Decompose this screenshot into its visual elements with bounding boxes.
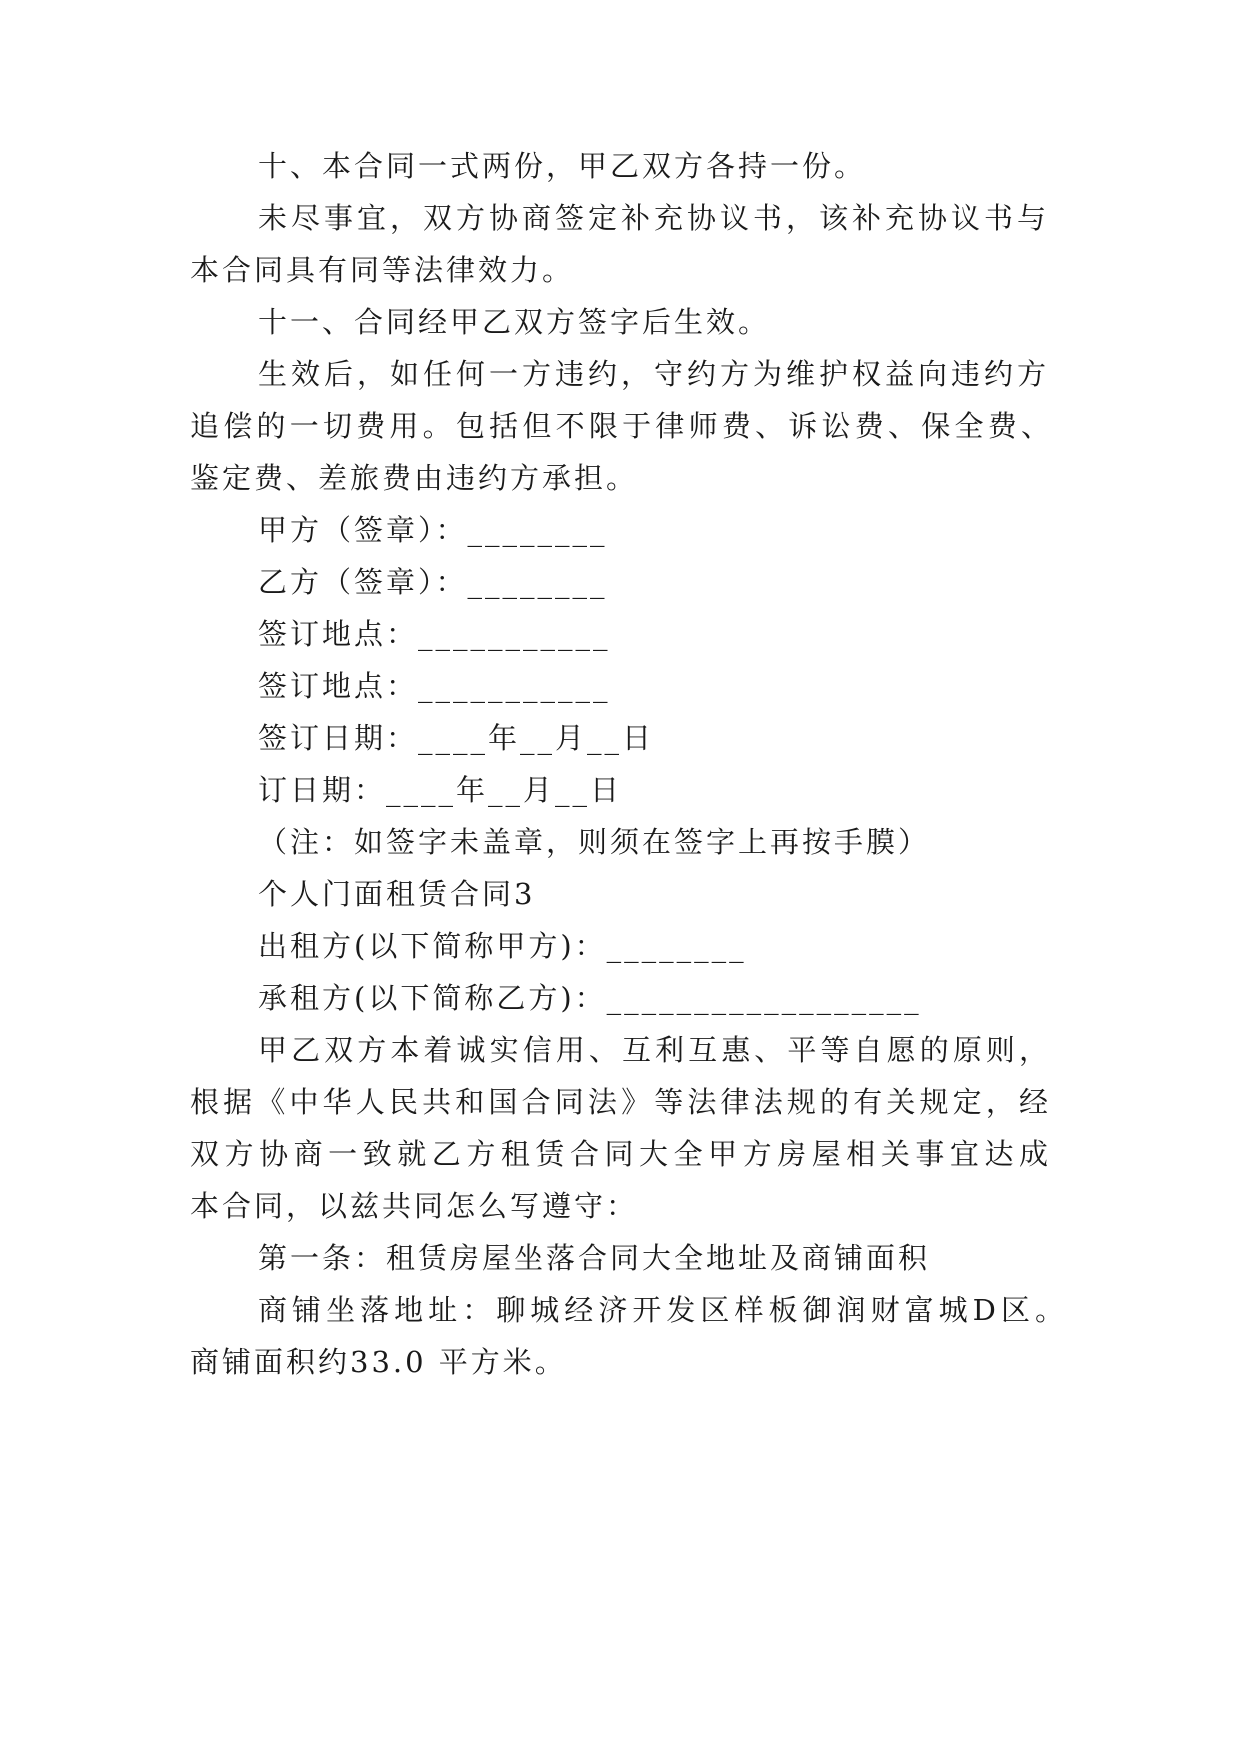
paragraph-line: 本合同，以兹共同怎么写遵守： bbox=[190, 1189, 639, 1223]
section-title: 个人门面租赁合同3 bbox=[258, 877, 536, 911]
signing-place-line: 签订地点：___________ bbox=[258, 617, 611, 651]
signature-line: 乙方（签章）：________ bbox=[258, 565, 608, 599]
signing-date-line: 订日期：____年__月__日 bbox=[258, 773, 623, 807]
paragraph-line: 商铺坐落地址：聊城经济开发区样板御润财富城D区。 bbox=[258, 1293, 1064, 1327]
party-line: 承租方(以下简称乙方)：__________________ bbox=[258, 981, 922, 1015]
paragraph-line: 商铺面积约33.0 平方米。 bbox=[190, 1345, 567, 1379]
paragraph-line: 十、本合同一式两份，甲乙双方各持一份。 bbox=[258, 149, 867, 183]
paragraph-line: 鉴定费、差旅费由违约方承担。 bbox=[190, 461, 639, 495]
note-line: （注：如签字未盖章，则须在签字上再按手膜） bbox=[258, 825, 931, 859]
signing-place-line: 签订地点：___________ bbox=[258, 669, 611, 703]
paragraph-line: 追偿的一切费用。包括但不限于律师费、诉讼费、保全费、 bbox=[190, 409, 1050, 443]
paragraph-line: 根据《中华人民共和国合同法》等法律法规的有关规定，经 bbox=[190, 1085, 1048, 1119]
paragraph-line: 本合同具有同等法律效力。 bbox=[190, 253, 575, 287]
paragraph-line: 双方协商一致就乙方租赁合同大全甲方房屋相关事宜达成 bbox=[190, 1137, 1048, 1171]
signature-line: 甲方（签章）：________ bbox=[258, 513, 608, 547]
paragraph-line: 甲乙双方本着诚实信用、互利互惠、平等自愿的原则， bbox=[258, 1033, 1048, 1067]
article-heading: 第一条：租赁房屋坐落合同大全地址及商铺面积 bbox=[258, 1241, 931, 1275]
signing-date-line: 签订日期：____年__月__日 bbox=[258, 721, 655, 755]
party-line: 出租方(以下简称甲方)：________ bbox=[258, 929, 747, 963]
paragraph-line: 未尽事宜，双方协商签定补充协议书，该补充协议书与 bbox=[258, 201, 1046, 235]
paragraph-line: 生效后，如任何一方违约，守约方为维护权益向违约方 bbox=[258, 357, 1046, 391]
paragraph-line: 十一、合同经甲乙双方签字后生效。 bbox=[258, 305, 771, 339]
